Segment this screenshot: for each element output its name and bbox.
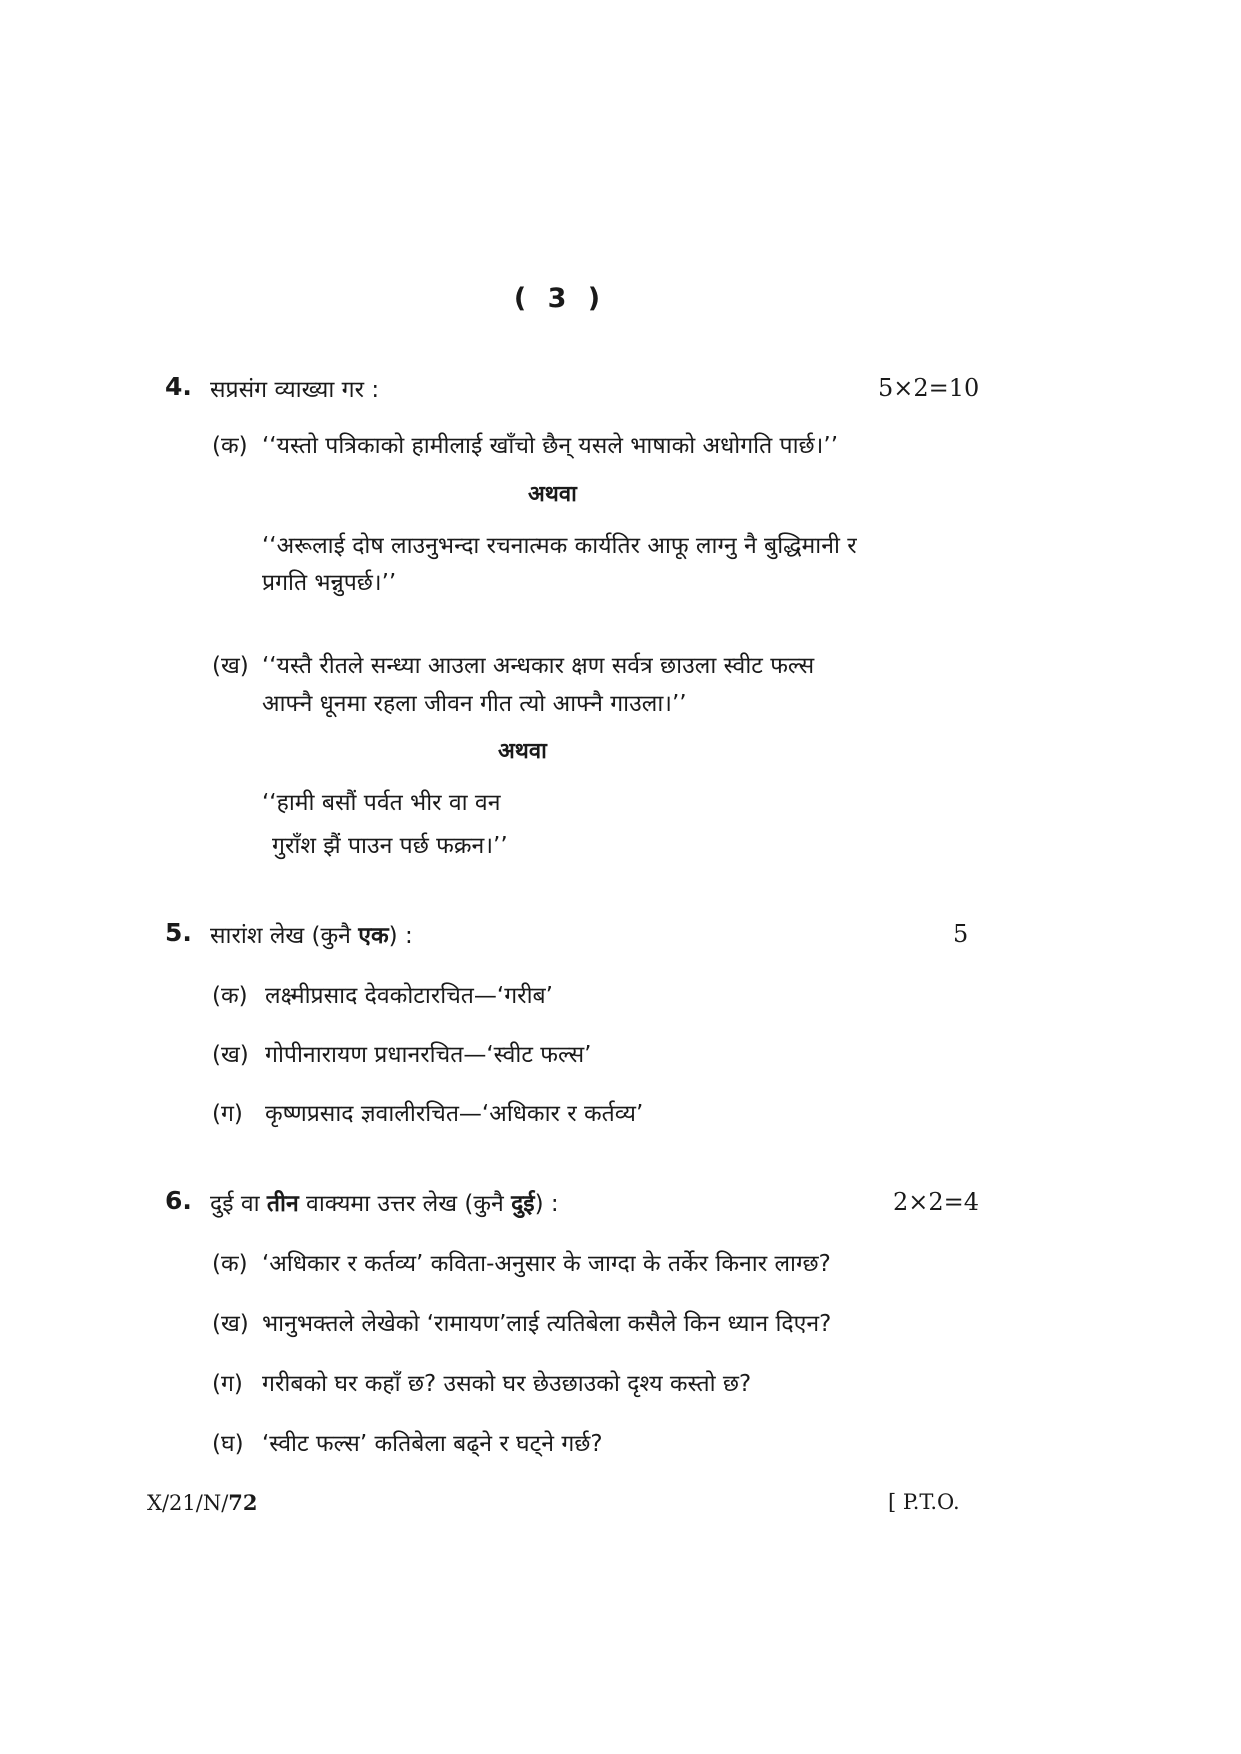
pto-label: [ P.T.O.: [888, 1490, 960, 1514]
item-label: (ख): [212, 1042, 249, 1068]
item-text: गोपीनारायण प्रधानरचित—‘स्वीट फल्स’: [265, 1042, 592, 1068]
question-number: 6.: [165, 1186, 192, 1215]
quote-text: प्रगति भन्नुपर्छ।’’: [262, 570, 397, 596]
marks: 5: [953, 920, 969, 948]
item-label: (क): [212, 433, 248, 459]
quote-text: ‘‘यस्तै रीतले सन्ध्या आउला अन्धकार क्षण सर्वत्र छाउला स्वीट फल्स: [262, 653, 815, 679]
quote-text: गुराँश झैं पाउन पर्छ फक्रन।’’: [272, 833, 508, 859]
marks: 5×2=10: [878, 374, 980, 402]
question-number: 4.: [165, 372, 192, 401]
or-label: अथवा: [498, 739, 547, 764]
item-text: ‘अधिकार र कर्तव्य’ कविता-अनुसार के जाग्दा के तर्केर किनार लाग्छ?: [262, 1251, 831, 1277]
question-title: सारांश लेख (कुनै एक) :: [210, 923, 413, 949]
marks: 2×2=4: [893, 1188, 980, 1216]
or-label: अथवा: [528, 482, 577, 507]
page-number: ( 3 ): [513, 283, 607, 314]
item-text: लक्ष्मीप्रसाद देवकोटारचित—‘गरीब’: [265, 983, 553, 1009]
item-label: (ख): [212, 653, 249, 679]
item-text: गरीबको घर कहाँ छ? उसको घर छेउछाउको दृश्य कस्तो छ?: [262, 1371, 752, 1397]
question-title: दुई वा तीन वाक्यमा उत्तर लेख (कुनै दुई) :: [210, 1191, 559, 1217]
item-label: (क): [212, 1251, 248, 1277]
item-label: (क): [212, 983, 248, 1009]
item-label: (घ): [212, 1431, 244, 1457]
item-label: (ख): [212, 1311, 249, 1337]
question-number: 5.: [165, 918, 192, 947]
item-label: (ग): [212, 1101, 243, 1127]
item-label: (ग): [212, 1371, 243, 1397]
question-title: सप्रसंग व्याख्या गर :: [210, 377, 380, 403]
quote-text: आफ्नै धूनमा रहला जीवन गीत त्यो आफ्नै गाउला।’’: [262, 691, 687, 717]
quote-text: ‘‘यस्तो पत्रिकाको हामीलाई खाँचो छैन् यसले भाषाको अधोगति पार्छ।’’: [262, 433, 839, 459]
quote-text: ‘‘अरूलाई दोष लाउनुभन्दा रचनात्मक कार्यतिर आफू लाग्नु नै बुद्धिमानी र: [262, 533, 857, 559]
item-text: ‘स्वीट फल्स’ कतिबेला बढ्ने र घट्ने गर्छ?: [262, 1431, 603, 1457]
item-text: भानुभक्तले लेखेको ‘रामायण’लाई त्यतिबेला कसैले किन ध्यान दिएन?: [262, 1311, 832, 1337]
quote-text: ‘‘हामी बसौं पर्वत भीर वा वन: [262, 790, 501, 816]
item-text: कृष्णप्रसाद ज्ञवालीरचित—‘अधिकार र कर्तव्य’: [265, 1101, 644, 1127]
paper-code: X/21/N/72: [147, 1490, 258, 1515]
